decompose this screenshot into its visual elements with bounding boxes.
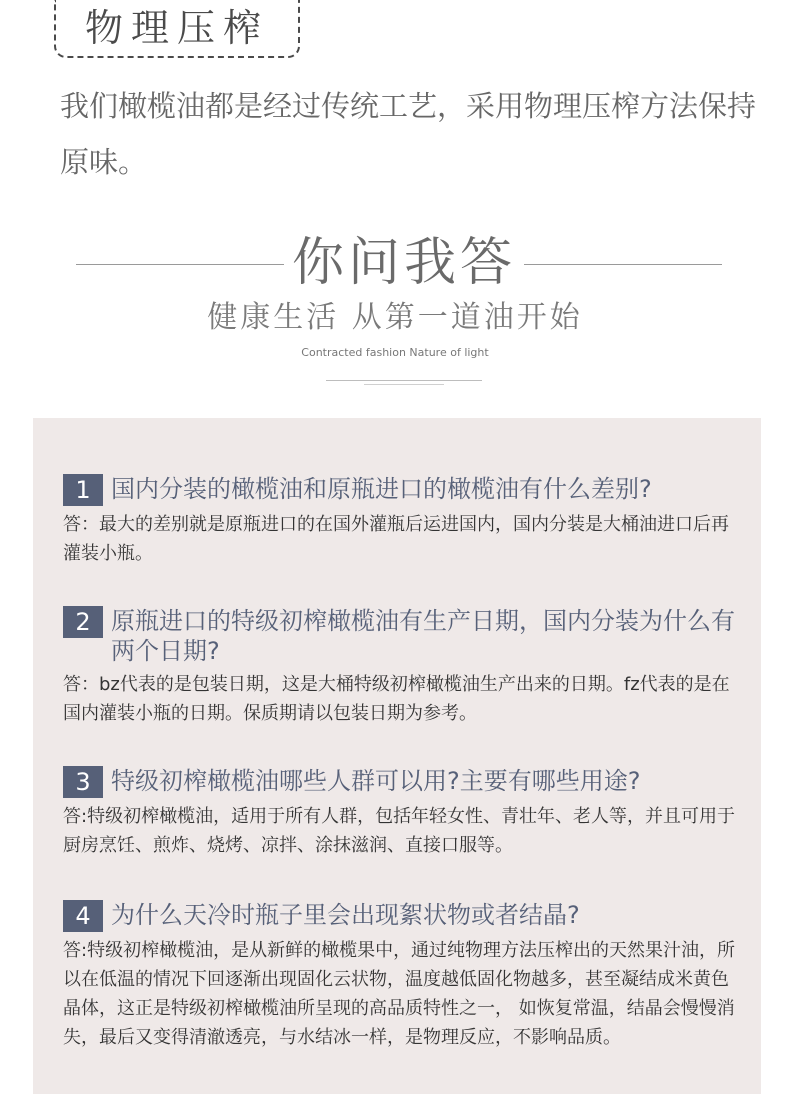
title-divider-right bbox=[524, 264, 722, 265]
faq-panel bbox=[33, 418, 761, 1094]
intro-paragraph: 我们橄榄油都是经过传统工艺，采用物理压榨方法保持原味。 bbox=[60, 89, 757, 179]
section-tag-text: 物理压榨 bbox=[84, 6, 269, 50]
decorative-line bbox=[326, 380, 482, 381]
title-divider-left bbox=[76, 264, 284, 265]
faq-question-row bbox=[63, 602, 739, 666]
faq-answer: 答：最大的差别就是原瓶进口的在国外灌瓶后运进国内，国内分装是大桶油进口后再灌装小瓶。 bbox=[63, 514, 729, 564]
qa-english-tagline: Contracted fashion Nature of light bbox=[301, 346, 489, 359]
qa-title: 你问我答 bbox=[291, 233, 516, 293]
faq-number-badge: 1 bbox=[63, 474, 103, 506]
faq-item-4 bbox=[63, 896, 739, 1052]
decorative-line bbox=[364, 384, 444, 385]
qa-title-row bbox=[0, 228, 790, 298]
qa-subtitle: 健康生活 从第一道油开始 bbox=[207, 300, 583, 335]
section-tag bbox=[54, 0, 300, 58]
faq-item-3 bbox=[63, 762, 739, 860]
qa-header bbox=[0, 228, 790, 398]
faq-number-badge: 2 bbox=[63, 606, 103, 638]
faq-question: 特级初榨橄榄油哪些人群可以用?主要有哪些用途? bbox=[111, 767, 641, 795]
faq-number-badge: 3 bbox=[63, 766, 103, 798]
faq-question-row bbox=[63, 896, 739, 932]
faq-question: 为什么天冷时瓶子里会出现絮状物或者结晶? bbox=[111, 901, 580, 929]
faq-item-2 bbox=[63, 602, 739, 728]
faq-answer: 答:特级初榨橄榄油，适用于所有人群，包括年轻女性、青壮年、老人等，并且可用于厨房烹饪、煎炸、烧烤、凉拌、涂抹滋润、直接口服等。 bbox=[63, 806, 736, 856]
faq-question-row bbox=[63, 762, 739, 798]
faq-answer: 答:特级初榨橄榄油，是从新鲜的橄榄果中，通过纯物理方法压榨出的天然果汁油，所以在低温的情况下回逐渐出现固化云状物，温度越低固化物越多，甚至凝结成米黄色晶体，这正是特级初榨橄榄油所呈现的高品质特性之一， 如恢复常温，结晶会慢慢消失，最后又变得清澈透亮，与水结冰一样，是物理反应，不影响品质。 bbox=[63, 940, 736, 1048]
faq-question: 原瓶进口的特级初榨橄榄油有生产日期，国内分装为什么有两个日期? bbox=[111, 607, 735, 665]
faq-question-row bbox=[63, 470, 739, 506]
faq-number-badge: 4 bbox=[63, 900, 103, 932]
faq-question: 国内分装的橄榄油和原瓶进口的橄榄油有什么差别? bbox=[111, 475, 652, 503]
faq-answer: 答：bz代表的是包装日期，这是大桶特级初榨橄榄油生产出来的日期。fz代表的是在国内灌装小瓶的日期。保质期请以包装日期为参考。 bbox=[63, 674, 730, 724]
faq-item-1 bbox=[63, 470, 739, 568]
